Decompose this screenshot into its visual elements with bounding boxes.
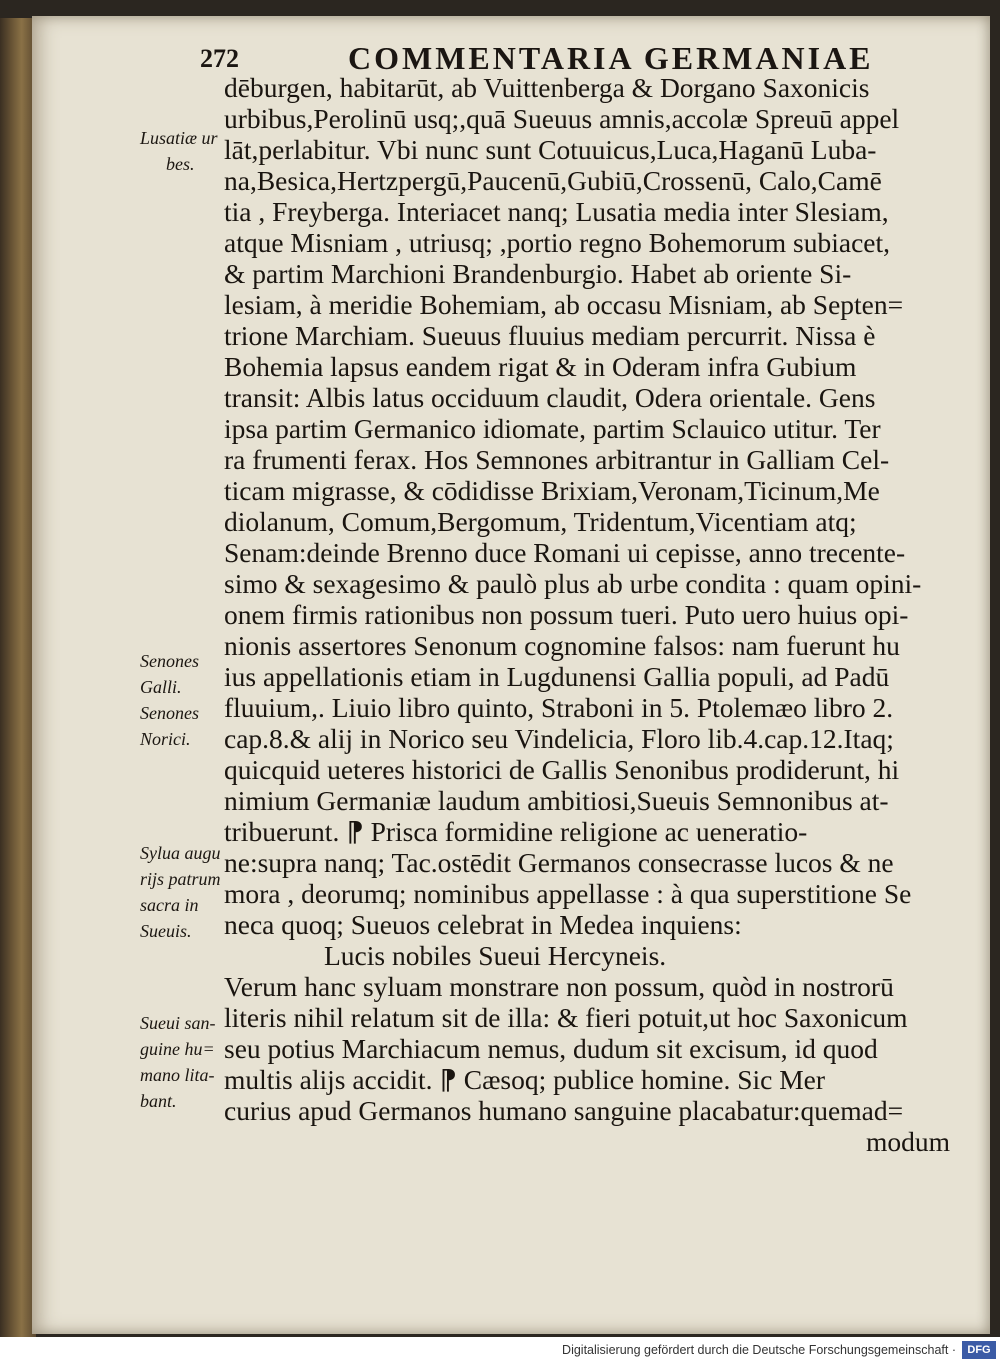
main-text-block	[224, 72, 960, 1157]
marginal-line: Senones	[140, 651, 199, 671]
marginal-line: rijs patrum	[140, 869, 221, 889]
running-head: COMMENTARIA GERMANIAE	[348, 40, 874, 76]
text-line: modum	[865, 1126, 950, 1157]
text-line: atque Misniam , utriusq; ,portio regno Bohemorum subiacet,	[224, 227, 891, 258]
marginal-note-lusatiae	[140, 125, 250, 177]
text-line: lesiam, à meridie Bohemiam, ab occasu Misniam, ab Septen=	[224, 289, 904, 320]
text-line: tia , Freyberga. Interiacet nanq; Lusatia media inter Slesiam,	[224, 196, 889, 227]
text-line: tribuerunt. ⁋ Prisca formidine religione ac ueneratio-	[224, 816, 808, 847]
text-line: Bohemia lapsus eandem rigat & in Oderam infra Gubium	[224, 351, 857, 382]
text-line: quicquid ueteres historici de Gallis Senonibus prodiderunt, hi	[224, 754, 900, 785]
page-number: 272	[200, 44, 239, 73]
text-line: diolanum, Comum,Bergomum, Tridentum,Vicentiam atq;	[224, 506, 857, 537]
marginal-line: Sueuis.	[140, 921, 192, 941]
marginal-line: guine hu=	[140, 1039, 215, 1059]
text-line: lāt,perlabitur. Vbi nunc sunt Cotuuicus,Luca,Haganū Luba-	[224, 134, 877, 165]
footer-credit: Digitalisierung gefördert durch die Deutsche Forschungsgemeinschaft ·	[562, 1343, 956, 1357]
text-line: simo & sexagesimo & paulò plus ab urbe condita : quam opini-	[224, 568, 922, 599]
dfg-logo: DFG	[962, 1341, 996, 1359]
text-line: Lucis nobiles Sueui Hercyneis.	[324, 940, 667, 971]
text-line: ticam migrasse, & cōdidisse Brixiam,Veronam,Ticinum,Me	[224, 475, 880, 506]
text-line: Senam:deinde Brenno duce Romani ui cepisse, anno trecente-	[224, 537, 906, 568]
marginal-line: Galli.	[140, 677, 182, 697]
text-line: neca quoq; Sueuos celebrat in Medea inquiens:	[224, 909, 742, 940]
text-line: nionis assertores Senonum cognomine falsos: nam fuerunt hu	[224, 630, 900, 661]
text-line: onem firmis rationibus non possum tueri. Puto uero huius opi-	[224, 599, 909, 630]
digitization-footer	[0, 1337, 1000, 1365]
text-line: Verum hanc syluam monstrare non possum, quòd in nostrorū	[224, 971, 894, 1002]
text-line: literis nihil relatum sit de illa: & fieri potuit,ut hoc Saxonicum	[224, 1002, 908, 1033]
text-line: nimium Germaniæ laudum ambitiosi,Sueuis Semnonibus at-	[224, 785, 889, 816]
marginal-note-sueui	[140, 1010, 250, 1114]
text-line: cap.8.& alij in Norico seu Vindelicia, Floro lib.4.cap.12.Itaq;	[224, 723, 894, 754]
marginal-note-sylua	[140, 840, 250, 944]
marginal-line: Norici.	[140, 729, 191, 749]
marginal-line: bant.	[140, 1091, 177, 1111]
marginal-line: Sueui san-	[140, 1013, 216, 1033]
text-line: transit: Albis latus occiduum claudit, Odera orientale. Gens	[224, 382, 876, 413]
text-line: ius appellationis etiam in Lugdunensi Gallia populi, ad Padū	[224, 661, 890, 692]
marginal-line: Senones	[140, 703, 199, 723]
marginal-line: Sylua augu	[140, 843, 221, 863]
book-spine	[0, 18, 36, 1338]
text-line: ipsa partim Germanico idiomate, partim Sclauico utitur. Ter	[224, 413, 881, 444]
text-line: & partim Marchioni Brandenburgio. Habet ab oriente Si-	[224, 258, 852, 289]
text-line: curius apud Germanos humano sanguine placabatur:quemad=	[224, 1095, 904, 1126]
text-line: na,Besica,Hertzpergū,Paucenū,Gubiū,Crossenū, Calo,Camē	[224, 165, 882, 196]
marginal-line: mano lita-	[140, 1065, 215, 1085]
text-line: trione Marchiam. Sueuus fluuius mediam percurrit. Nissa è	[224, 320, 876, 351]
marginal-line: Lusatiæ ur	[140, 128, 218, 148]
text-line: urbibus,Perolinū usq;,quā Sueuus amnis,accolæ Spreuū appel	[224, 103, 900, 134]
text-line: mora , deorumq; nominibus appellasse : à qua superstitione Se	[224, 878, 912, 909]
marginal-note-senones	[140, 648, 250, 752]
marginal-line: sacra in	[140, 895, 199, 915]
text-line: seu potius Marchiacum nemus, dudum sit excisum, id quod	[224, 1033, 878, 1064]
text-line: ne:supra nanq; Tac.ostēdit Germanos consecrasse lucos & ne	[224, 847, 894, 878]
text-line: ra frumenti ferax. Hos Semnones arbitrantur in Galliam Cel-	[224, 444, 890, 475]
text-line: multis alijs accidit. ⁋ Cæsoq; publice homine. Sic Mer	[224, 1064, 826, 1095]
text-line: fluuium,. Liuio libro quinto, Straboni in 5. Ptolemæo libro 2.	[224, 692, 894, 723]
text-line: dēburgen, habitarūt, ab Vuittenberga & Dorgano Saxonicis	[224, 72, 870, 103]
marginal-line: bes.	[166, 154, 195, 174]
